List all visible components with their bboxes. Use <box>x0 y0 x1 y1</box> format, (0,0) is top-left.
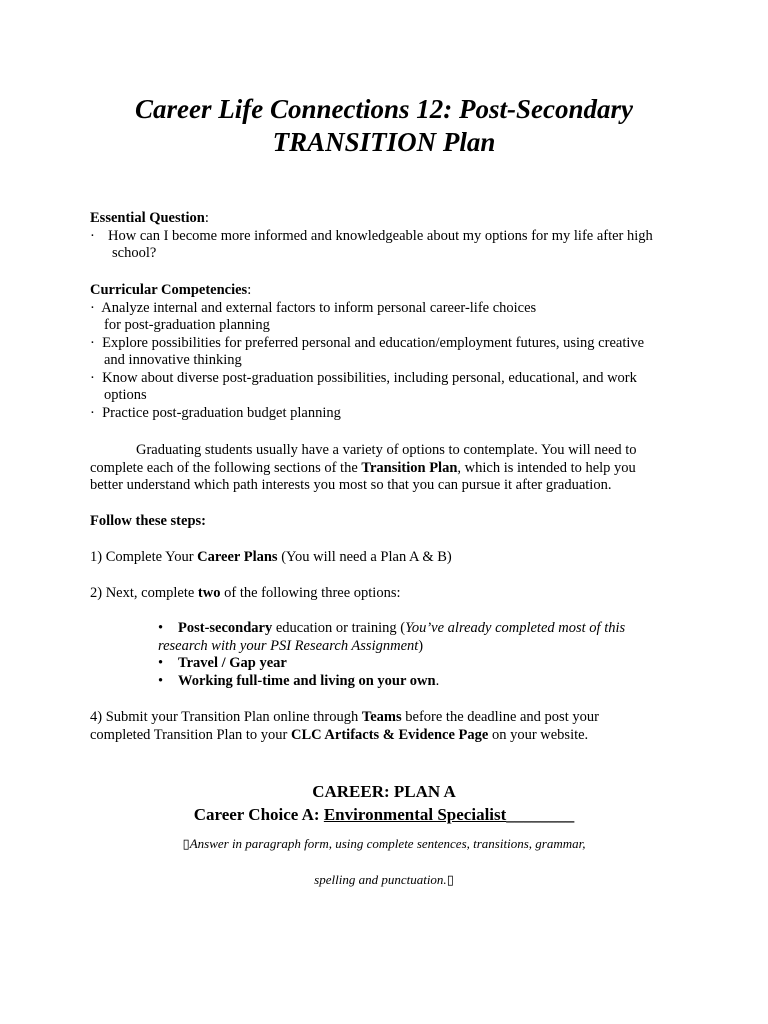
plan-a-heading: CAREER: PLAN A <box>312 782 456 801</box>
competency-item <box>90 300 690 318</box>
option-text: ) <box>418 637 424 654</box>
follow-steps-heading: Follow these steps: <box>90 513 206 529</box>
competency-text-cont: options <box>104 387 147 403</box>
competency-text: Analyze internal and external factors to inform personal career-life choices <box>101 299 537 316</box>
intro-paragraph <box>90 442 690 495</box>
career-choice-line <box>0 804 768 825</box>
clc-page-emphasis: CLC Artifacts & Evidence Page <box>290 726 489 743</box>
intro-line-2 <box>90 460 690 478</box>
competency-text: Explore possibilities for preferred personal and education/employment futures, using creative <box>102 334 645 351</box>
career-plans-emphasis: Career Plans <box>197 549 278 565</box>
option-item <box>158 620 698 638</box>
career-choice-label: Career Choice A: <box>193 805 324 824</box>
option-label: Travel / Gap year <box>178 655 287 671</box>
option-label: Post-secondary <box>178 620 273 636</box>
page-title <box>0 93 768 159</box>
step-1-text: (You will need a Plan A & B) <box>277 549 452 565</box>
intro-line-3: better understand which path interests you most so that you can pursue it after graduation. <box>90 477 612 493</box>
competencies-colon: : <box>247 282 252 298</box>
option-note: You’ve already completed most of this <box>405 620 626 636</box>
essential-question-section <box>90 210 690 263</box>
competency-text-cont: and innovative thinking <box>104 352 242 368</box>
competency-item <box>90 405 690 423</box>
option-note: research with your PSI Research Assignment <box>158 637 419 654</box>
career-choice-blank: ________ <box>506 805 575 824</box>
title-line-2: TRANSITION Plan <box>272 127 496 157</box>
essential-question-heading: Essential Question <box>90 210 205 226</box>
step-2-text: 2) Next, complete <box>90 585 198 601</box>
instruction-text: Answer in paragraph form, using complete sentences, transitions, grammar, <box>189 836 586 851</box>
option-text: education or training ( <box>272 620 406 636</box>
marker-glyph: ▯ <box>446 872 454 887</box>
step-4-text: on your website. <box>488 726 589 743</box>
essential-question-colon: : <box>204 210 209 226</box>
steps-heading <box>90 513 690 531</box>
option-text: . <box>435 672 440 689</box>
competency-text-cont: for post-graduation planning <box>104 317 270 333</box>
competency-text: Practice post-graduation budget planning <box>102 404 341 421</box>
two-emphasis: two <box>197 585 221 601</box>
bullet-dot: • <box>158 620 164 636</box>
step-1 <box>90 549 690 567</box>
marker-glyph: ▯ <box>182 836 190 851</box>
bullet-dot: · <box>90 299 95 316</box>
option-label: Working full-time and living on your own <box>178 672 436 689</box>
option-item <box>158 655 698 673</box>
step-2 <box>90 585 690 603</box>
bullet-dot: • <box>158 655 164 671</box>
instruction-line-2 <box>0 871 768 889</box>
bullet-dot: · <box>90 227 95 244</box>
step-1-text: 1) Complete Your <box>90 549 198 565</box>
teams-emphasis: Teams <box>361 709 402 725</box>
step-2-text: of the following three options: <box>220 585 401 601</box>
bullet-dot: · <box>90 369 95 386</box>
competency-text: Know about diverse post-graduation possibilities, including personal, educational, and work <box>102 369 637 386</box>
step-4-text: 4) Submit your Transition Plan online through <box>90 709 362 725</box>
competency-item <box>90 370 690 388</box>
title-line-1: Career Life Connections 12: Post-Secondary <box>135 94 633 124</box>
bullet-dot: • <box>158 672 164 689</box>
bullet-dot: · <box>90 334 95 351</box>
bullet-dot: · <box>90 404 95 421</box>
career-choice-value: Environmental Specialist <box>323 805 507 824</box>
competency-item <box>90 335 690 353</box>
intro-line-1: Graduating students usually have a variety of options to contemplate. You will need to <box>136 442 637 458</box>
options-list <box>158 620 698 690</box>
competencies-section <box>90 282 690 422</box>
intro-text: complete each of the following sections of the <box>90 459 362 476</box>
instruction-line-1 <box>0 835 768 853</box>
step-4-text: before the deadline and post your <box>401 709 599 725</box>
option-item <box>158 673 698 691</box>
step-4-text: completed Transition Plan to your <box>90 726 291 743</box>
step-4 <box>90 709 690 744</box>
intro-text: , which is intended to help you <box>457 459 636 476</box>
essential-question-text: How can I become more informed and knowledgeable about my options for my life after high <box>108 227 653 244</box>
option-item-cont <box>158 638 698 656</box>
transition-plan-emphasis: Transition Plan <box>361 459 458 476</box>
competencies-heading: Curricular Competencies <box>90 282 248 298</box>
instruction-text: spelling and punctuation. <box>314 872 447 887</box>
essential-question-text-cont: school? <box>112 245 157 261</box>
